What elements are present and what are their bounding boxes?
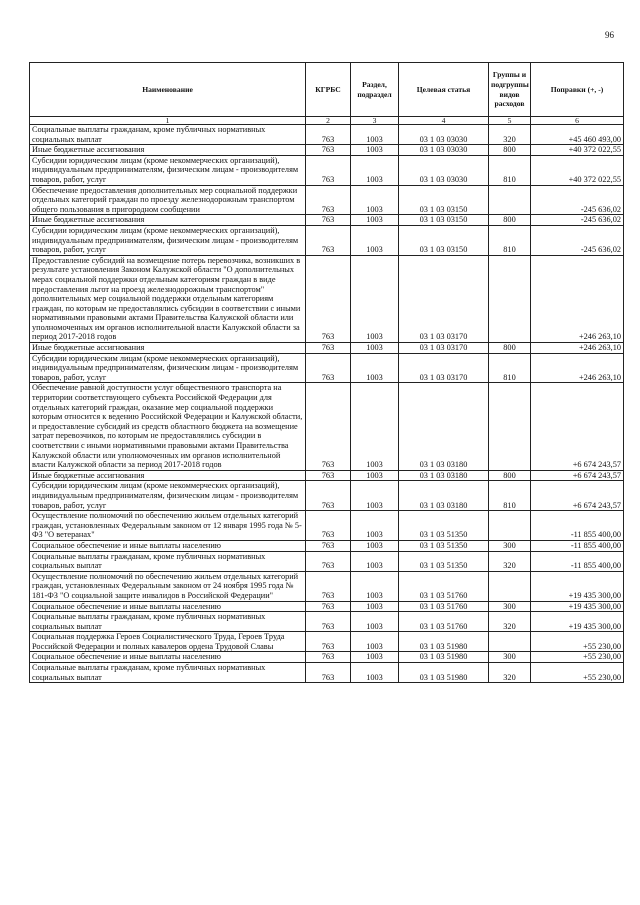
row-target: 03 1 03 03180 xyxy=(399,383,489,470)
row-amount: +19 435 300,00 xyxy=(531,571,624,601)
table-row xyxy=(30,255,624,342)
row-amount: +55 230,00 xyxy=(531,632,624,652)
column-number: 5 xyxy=(489,117,531,125)
row-name: Субсидии юридическим лицам (кроме некоммерческих организаций), индивидуальным предпринимателям, физическим лицам - производителям товаров, работ, услуг xyxy=(30,353,306,383)
header-row xyxy=(30,63,624,117)
table-row xyxy=(30,632,624,652)
page-number: 96 xyxy=(605,30,614,40)
row-group: 810 xyxy=(489,481,531,511)
row-group: 320 xyxy=(489,612,531,632)
row-krbs: 763 xyxy=(306,663,351,683)
row-amount: +246 263,10 xyxy=(531,255,624,342)
row-amount: +6 674 243,57 xyxy=(531,383,624,470)
row-section: 1003 xyxy=(351,663,399,683)
row-target: 03 1 03 51980 xyxy=(399,632,489,652)
row-target: 03 1 03 03150 xyxy=(399,185,489,215)
row-krbs: 763 xyxy=(306,185,351,215)
row-krbs: 763 xyxy=(306,353,351,383)
row-name: Обеспечение равной доступности услуг общественного транспорта на территории соответствующего субъекта Российской Федерации для отдельных категорий граждан, оказание мер социальной поддержки которым относится к ведению Российской Федерации и Калужской области, и предоставление субсидий из средств областного бюджета на возмещение затрат перевозчиков, по которым не предоставлялись субсидии в соответствии с иными нормативными правовыми актами Правительства Калужской области или уполномоченных им органов исполнительной власти Калужской области за период 2017-2018 годов xyxy=(30,383,306,470)
row-group: 800 xyxy=(489,145,531,156)
row-krbs: 763 xyxy=(306,125,351,145)
row-target: 03 1 03 51350 xyxy=(399,551,489,571)
row-group: 800 xyxy=(489,215,531,226)
row-target: 03 1 03 03030 xyxy=(399,145,489,156)
row-amount: +55 230,00 xyxy=(531,652,624,663)
row-krbs: 763 xyxy=(306,481,351,511)
column-number: 3 xyxy=(351,117,399,125)
row-target: 03 1 03 51980 xyxy=(399,652,489,663)
row-name: Социальное обеспечение и иные выплаты населению xyxy=(30,601,306,612)
row-amount: -245 636,02 xyxy=(531,225,624,255)
row-amount: +45 460 493,00 xyxy=(531,125,624,145)
row-target: 03 1 03 03170 xyxy=(399,343,489,354)
row-target: 03 1 03 03150 xyxy=(399,225,489,255)
row-section: 1003 xyxy=(351,353,399,383)
table-row xyxy=(30,663,624,683)
row-section: 1003 xyxy=(351,225,399,255)
row-amount: +6 674 243,57 xyxy=(531,470,624,481)
row-name: Обеспечение предоставления дополнительных мер социальной поддержки отдельных категорий граждан по проезду железнодорожным транспортом общего пользования в пригородном сообщении xyxy=(30,185,306,215)
header-amendment: Поправки (+, -) xyxy=(531,63,624,117)
row-section: 1003 xyxy=(351,185,399,215)
row-krbs: 763 xyxy=(306,383,351,470)
table-row xyxy=(30,511,624,541)
row-amount: +19 435 300,00 xyxy=(531,612,624,632)
row-section: 1003 xyxy=(351,470,399,481)
row-target: 03 1 03 03170 xyxy=(399,255,489,342)
row-group: 810 xyxy=(489,225,531,255)
column-number-row xyxy=(30,117,624,125)
header-name: Наименование xyxy=(30,63,306,117)
column-number: 1 xyxy=(30,117,306,125)
row-krbs: 763 xyxy=(306,343,351,354)
row-krbs: 763 xyxy=(306,511,351,541)
row-name: Иные бюджетные ассигнования xyxy=(30,215,306,226)
row-name: Социальное обеспечение и иные выплаты населению xyxy=(30,652,306,663)
budget-amendments-table xyxy=(29,62,624,683)
row-group: 810 xyxy=(489,155,531,185)
column-number: 2 xyxy=(306,117,351,125)
row-target: 03 1 03 51760 xyxy=(399,601,489,612)
row-krbs: 763 xyxy=(306,652,351,663)
row-group: 320 xyxy=(489,663,531,683)
row-target: 03 1 03 03150 xyxy=(399,215,489,226)
row-section: 1003 xyxy=(351,481,399,511)
row-amount: -11 855 400,00 xyxy=(531,540,624,551)
row-amount: +40 372 022,55 xyxy=(531,145,624,156)
row-name: Социальные выплаты гражданам, кроме публичных нормативных социальных выплат xyxy=(30,612,306,632)
table-row xyxy=(30,185,624,215)
row-section: 1003 xyxy=(351,215,399,226)
row-section: 1003 xyxy=(351,343,399,354)
table-row xyxy=(30,481,624,511)
row-name: Субсидии юридическим лицам (кроме некоммерческих организаций), индивидуальным предпринимателям, физическим лицам - производителям товаров, работ, услуг xyxy=(30,481,306,511)
row-group: 300 xyxy=(489,540,531,551)
row-krbs: 763 xyxy=(306,225,351,255)
row-name: Социальные выплаты гражданам, кроме публичных нормативных социальных выплат xyxy=(30,551,306,571)
row-section: 1003 xyxy=(351,540,399,551)
row-krbs: 763 xyxy=(306,601,351,612)
row-group xyxy=(489,383,531,470)
row-amount: +55 230,00 xyxy=(531,663,624,683)
row-group: 800 xyxy=(489,470,531,481)
row-group xyxy=(489,571,531,601)
row-section: 1003 xyxy=(351,601,399,612)
row-krbs: 763 xyxy=(306,540,351,551)
row-target: 03 1 03 03170 xyxy=(399,353,489,383)
row-group: 300 xyxy=(489,601,531,612)
header-section: Раздел, подраздел xyxy=(351,63,399,117)
row-krbs: 763 xyxy=(306,470,351,481)
table-row xyxy=(30,540,624,551)
table-row xyxy=(30,571,624,601)
row-amount: +246 263,10 xyxy=(531,353,624,383)
row-section: 1003 xyxy=(351,155,399,185)
row-group: 320 xyxy=(489,551,531,571)
row-section: 1003 xyxy=(351,632,399,652)
row-target: 03 1 03 51350 xyxy=(399,511,489,541)
row-amount: +246 263,10 xyxy=(531,343,624,354)
row-name: Предоставление субсидий на возмещение потерь перевозчика, возникших в результате установления Законом Калужской области "О дополнительных мерах социальной поддержки отдельным категориям граждан в виде предоставления льгот на проезд железнодорожным транспортом" дополнительных мер социальной поддержки отдельным категориям граждан, по которым не предоставлялись субсидии в соответствии с иными нормативными правовыми актами Правительства Калужской области или уполномоченных им органов исполнительной власти Калужской области за период 2017-2018 годов xyxy=(30,255,306,342)
row-amount: -11 855 400,00 xyxy=(531,511,624,541)
row-krbs: 763 xyxy=(306,612,351,632)
table-row xyxy=(30,383,624,470)
row-section: 1003 xyxy=(351,383,399,470)
row-group: 300 xyxy=(489,652,531,663)
row-target: 03 1 03 51350 xyxy=(399,540,489,551)
table-row xyxy=(30,155,624,185)
table-row xyxy=(30,612,624,632)
row-section: 1003 xyxy=(351,652,399,663)
table-row xyxy=(30,470,624,481)
row-amount: +6 674 243,57 xyxy=(531,481,624,511)
row-name: Субсидии юридическим лицам (кроме некоммерческих организаций), индивидуальным предпринимателям, физическим лицам - производителям товаров, работ, услуг xyxy=(30,225,306,255)
row-group: 810 xyxy=(489,353,531,383)
row-target: 03 1 03 51760 xyxy=(399,571,489,601)
row-group xyxy=(489,185,531,215)
row-name: Осуществление полномочий по обеспечению жильем отдельных категорий граждан, установленных Федеральным законом от 12 января 1995 года № 5-ФЗ "О ветеранах" xyxy=(30,511,306,541)
row-krbs: 763 xyxy=(306,145,351,156)
row-group: 800 xyxy=(489,343,531,354)
row-name: Социальная поддержка Героев Социалистического Труда, Героев Труда Российской Федерации и полных кавалеров ордена Трудовой Славы xyxy=(30,632,306,652)
row-amount: -11 855 400,00 xyxy=(531,551,624,571)
row-krbs: 763 xyxy=(306,215,351,226)
row-krbs: 763 xyxy=(306,632,351,652)
table-row xyxy=(30,353,624,383)
row-name: Субсидии юридическим лицам (кроме некоммерческих организаций), индивидуальным предпринимателям, физическим лицам - производителям товаров, работ, услуг xyxy=(30,155,306,185)
row-section: 1003 xyxy=(351,551,399,571)
column-number: 4 xyxy=(399,117,489,125)
row-amount: +19 435 300,00 xyxy=(531,601,624,612)
table-row xyxy=(30,225,624,255)
row-target: 03 1 03 51980 xyxy=(399,663,489,683)
row-section: 1003 xyxy=(351,255,399,342)
row-group: 320 xyxy=(489,125,531,145)
row-target: 03 1 03 03180 xyxy=(399,470,489,481)
header-group: Группы и подгруппы видов расходов xyxy=(489,63,531,117)
row-target: 03 1 03 03030 xyxy=(399,155,489,185)
header-target: Целевая статья xyxy=(399,63,489,117)
row-amount: -245 636,02 xyxy=(531,185,624,215)
row-name: Иные бюджетные ассигнования xyxy=(30,145,306,156)
table-row xyxy=(30,215,624,226)
row-name: Социальное обеспечение и иные выплаты населению xyxy=(30,540,306,551)
row-section: 1003 xyxy=(351,125,399,145)
row-krbs: 763 xyxy=(306,571,351,601)
row-group xyxy=(489,632,531,652)
row-group xyxy=(489,511,531,541)
row-name: Социальные выплаты гражданам, кроме публичных нормативных социальных выплат xyxy=(30,663,306,683)
row-section: 1003 xyxy=(351,511,399,541)
row-amount: -245 636,02 xyxy=(531,215,624,226)
table-row xyxy=(30,125,624,145)
row-krbs: 763 xyxy=(306,255,351,342)
row-section: 1003 xyxy=(351,612,399,632)
table-row xyxy=(30,145,624,156)
row-target: 03 1 03 03180 xyxy=(399,481,489,511)
row-amount: +40 372 022,55 xyxy=(531,155,624,185)
row-group xyxy=(489,255,531,342)
row-krbs: 763 xyxy=(306,155,351,185)
table-row xyxy=(30,652,624,663)
column-number: 6 xyxy=(531,117,624,125)
row-krbs: 763 xyxy=(306,551,351,571)
row-section: 1003 xyxy=(351,145,399,156)
table-row xyxy=(30,551,624,571)
row-name: Иные бюджетные ассигнования xyxy=(30,343,306,354)
header-krbs: КГРБС xyxy=(306,63,351,117)
row-target: 03 1 03 03030 xyxy=(399,125,489,145)
row-name: Иные бюджетные ассигнования xyxy=(30,470,306,481)
table-row xyxy=(30,601,624,612)
row-name: Осуществление полномочий по обеспечению жильем отдельных категорий граждан, установленных Федеральным законом от 24 ноября 1995 года № 181-ФЗ "О социальной защите инвалидов в Российской Федерации" xyxy=(30,571,306,601)
table-row xyxy=(30,343,624,354)
row-name: Социальные выплаты гражданам, кроме публичных нормативных социальных выплат xyxy=(30,125,306,145)
row-target: 03 1 03 51760 xyxy=(399,612,489,632)
row-section: 1003 xyxy=(351,571,399,601)
